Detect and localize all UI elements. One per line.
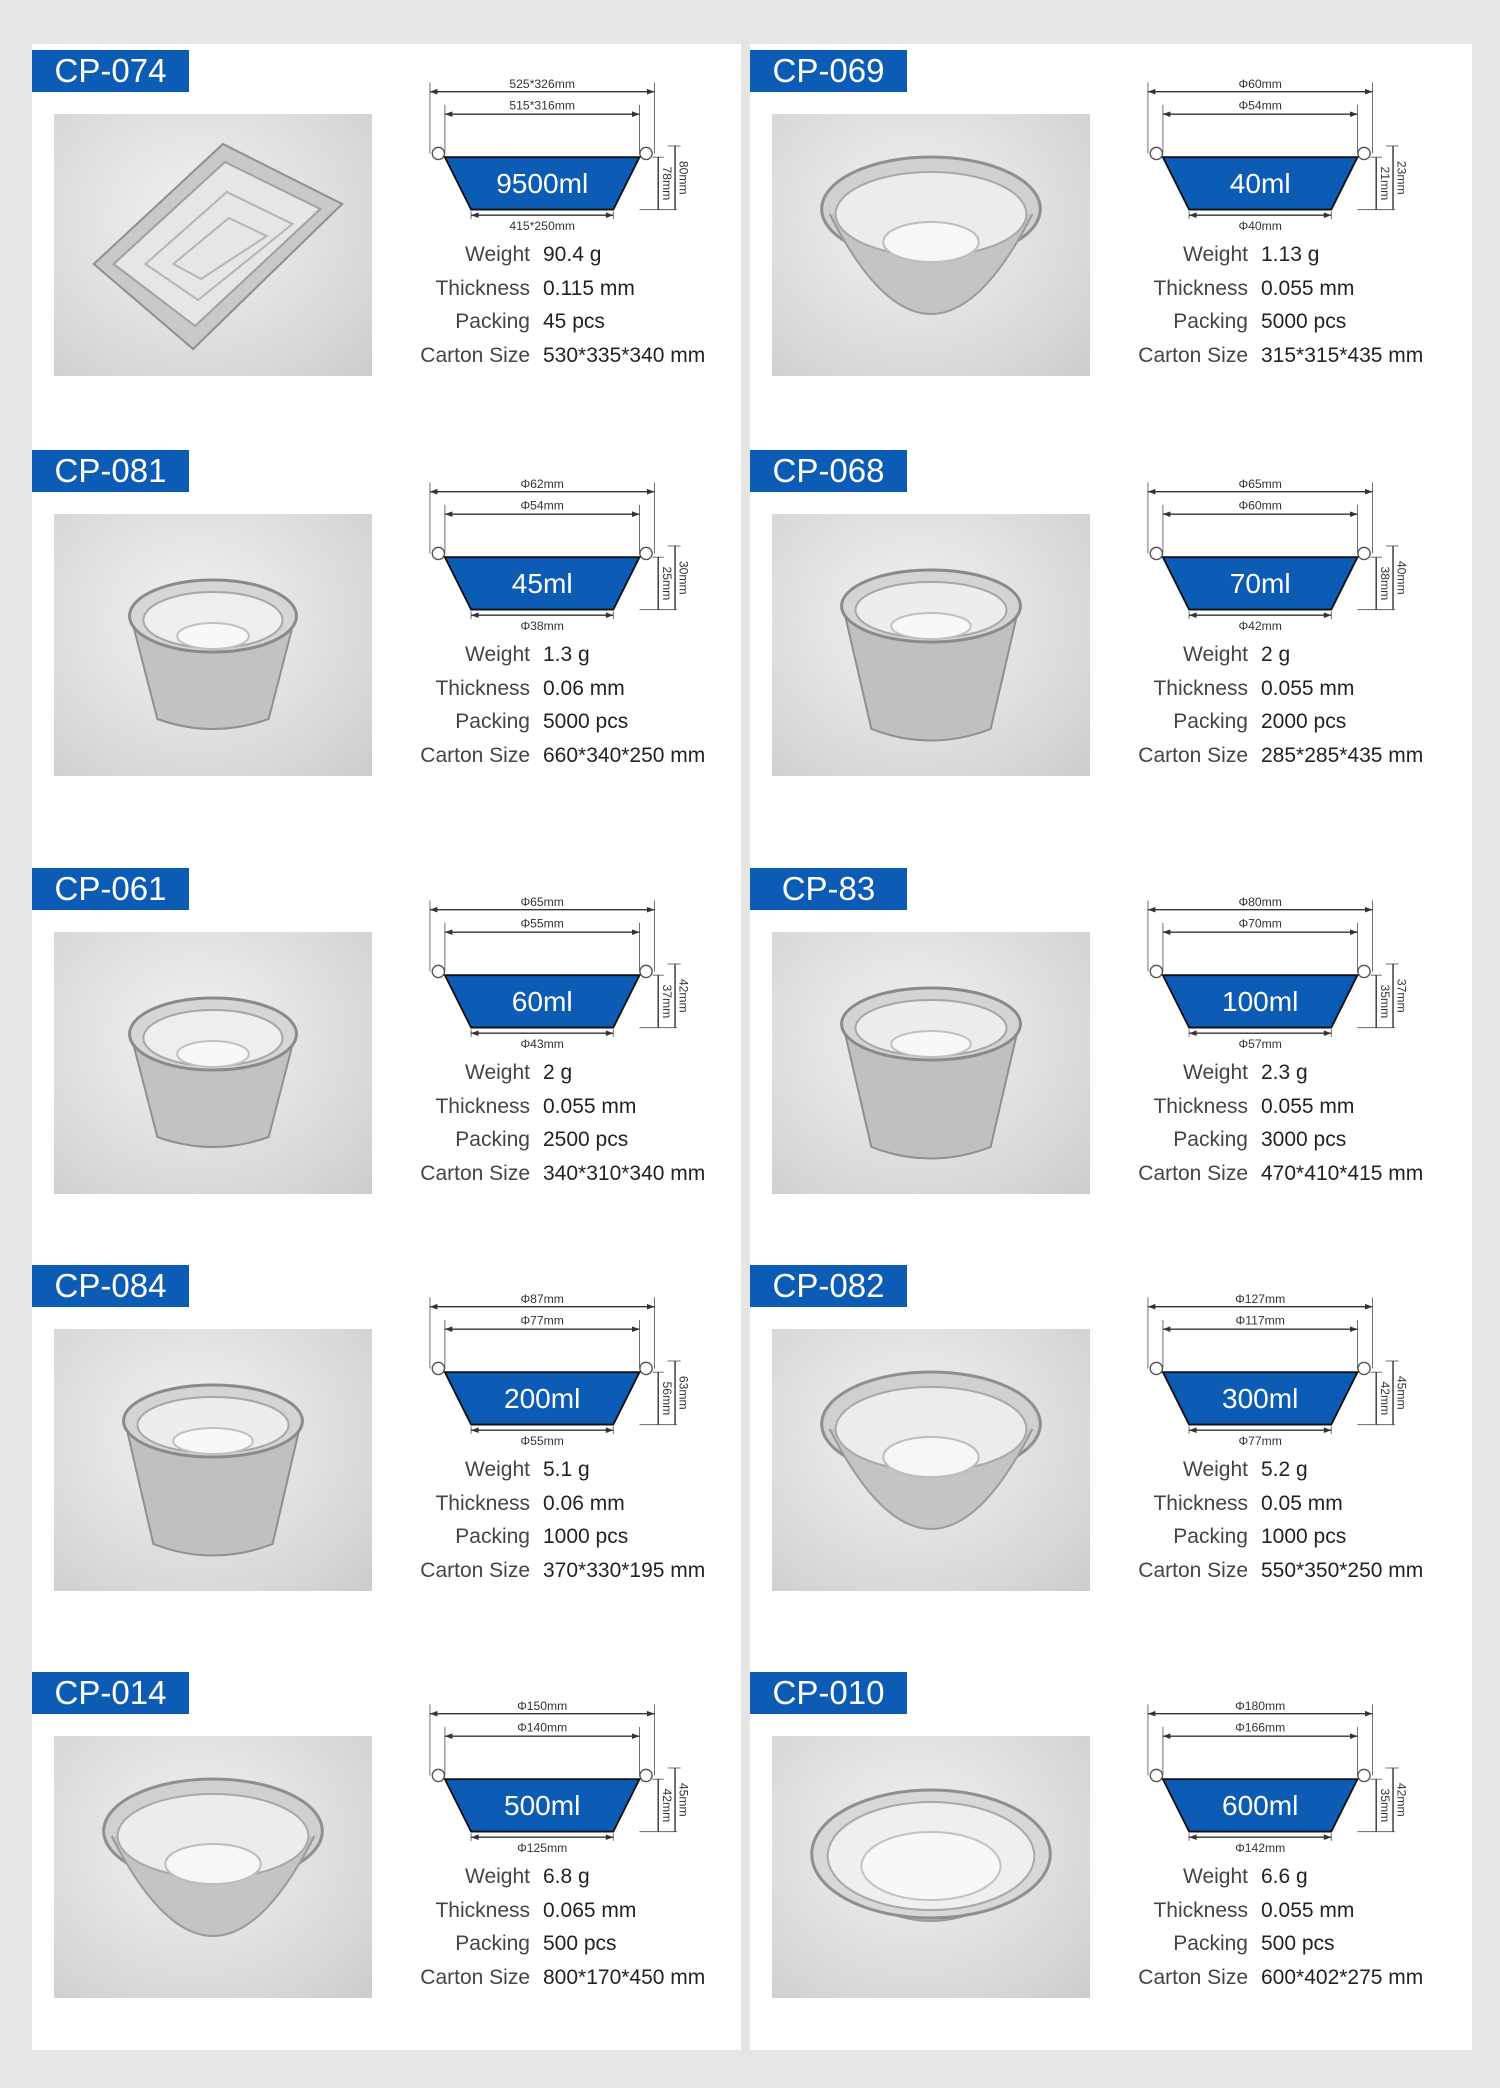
carton-size-value: 285*285*435 mm — [1261, 743, 1424, 767]
packing-value: 1000 pcs — [543, 1525, 629, 1548]
packing-value: 5000 pcs — [1261, 310, 1347, 333]
bottom-dimension: Φ125mm — [517, 1841, 568, 1856]
product-card — [750, 1672, 1450, 2022]
product-code-badge: CP-061 — [32, 868, 189, 910]
bottom-dimension: Φ55mm — [520, 1434, 564, 1449]
carton-size-label: Carton Size — [1138, 343, 1248, 367]
spec-row-carton — [1118, 739, 1448, 773]
thickness-label: Thickness — [1153, 1094, 1248, 1118]
spec-row-thickness — [1118, 1487, 1448, 1521]
height-inner-dimension: 56mm — [659, 1381, 674, 1416]
top-inner-dimension: Φ70mm — [1238, 916, 1282, 931]
top-outer-dimension: Φ60mm — [1238, 76, 1282, 91]
dimension-diagram — [400, 68, 690, 238]
height-inner-dimension: 78mm — [659, 166, 674, 201]
height-outer-dimension: 63mm — [676, 1375, 691, 1410]
product-photo — [772, 114, 1090, 376]
carton-size-label: Carton Size — [1138, 1965, 1248, 1989]
spec-list — [400, 1453, 730, 1587]
product-card — [32, 868, 732, 1218]
volume-label: 600ml — [1221, 1789, 1299, 1821]
weight-value: 90.4 g — [543, 243, 602, 266]
weight-label: Weight — [1183, 243, 1248, 266]
product-card — [32, 1265, 732, 1615]
product-photo — [54, 932, 372, 1194]
bottom-dimension: 415*250mm — [509, 219, 575, 234]
volume-label: 70ml — [1229, 567, 1291, 599]
height-inner-dimension: 42mm — [659, 1788, 674, 1823]
spec-row-weight — [400, 1860, 730, 1894]
packing-label: Packing — [455, 710, 530, 733]
product-photo — [54, 114, 372, 376]
height-inner-dimension: 35mm — [1377, 984, 1392, 1019]
product-code-badge: CP-084 — [32, 1265, 189, 1307]
height-inner-dimension: 21mm — [1377, 166, 1392, 201]
carton-size-label: Carton Size — [1138, 1558, 1248, 1582]
weight-value: 6.8 g — [543, 1865, 590, 1888]
spec-row-weight — [400, 1056, 730, 1090]
packing-label: Packing — [455, 310, 530, 333]
top-outer-dimension: Φ80mm — [1238, 894, 1282, 909]
weight-label: Weight — [1183, 643, 1248, 666]
spec-row-packing — [400, 305, 730, 339]
weight-label: Weight — [1183, 1458, 1248, 1481]
top-outer-dimension: Φ127mm — [1235, 1291, 1286, 1306]
packing-label: Packing — [1173, 710, 1248, 733]
thickness-value: 0.055 mm — [543, 1094, 637, 1118]
top-inner-dimension: Φ77mm — [520, 1313, 564, 1328]
dimension-diagram — [1118, 68, 1408, 238]
spec-row-carton — [1118, 1554, 1448, 1588]
spec-row-carton — [400, 1157, 730, 1191]
spec-list — [1118, 238, 1448, 372]
top-outer-dimension: Φ150mm — [517, 1698, 568, 1713]
packing-label: Packing — [1173, 1932, 1248, 1955]
product-photo — [772, 1736, 1090, 1998]
spec-row-carton — [1118, 1961, 1448, 1995]
top-outer-dimension: Φ65mm — [520, 894, 564, 909]
height-outer-dimension: 42mm — [676, 978, 691, 1013]
dimension-diagram — [400, 468, 690, 638]
product-code-badge: CP-83 — [750, 868, 907, 910]
spec-row-thickness — [400, 1894, 730, 1928]
carton-size-value: 340*310*340 mm — [543, 1161, 706, 1185]
spec-row-packing — [400, 1123, 730, 1157]
thickness-label: Thickness — [435, 676, 530, 700]
volume-label: 500ml — [503, 1789, 581, 1821]
spec-list — [1118, 1056, 1448, 1190]
bottom-dimension: Φ142mm — [1235, 1841, 1286, 1856]
top-inner-dimension: Φ54mm — [1238, 98, 1282, 113]
thickness-value: 0.055 mm — [1261, 1094, 1355, 1118]
spec-list — [400, 1056, 730, 1190]
product-card — [750, 868, 1450, 1218]
product-card — [32, 1672, 732, 2022]
volume-label: 45ml — [511, 567, 573, 599]
carton-size-label: Carton Size — [420, 1558, 530, 1582]
bottom-dimension: Φ40mm — [1238, 219, 1282, 234]
bottom-dimension: Φ43mm — [520, 1037, 564, 1052]
packing-label: Packing — [1173, 310, 1248, 333]
height-inner-dimension: 37mm — [659, 984, 674, 1019]
product-code-badge: CP-014 — [32, 1672, 189, 1714]
spec-row-packing — [1118, 305, 1448, 339]
carton-size-value: 530*335*340 mm — [543, 343, 706, 367]
product-photo — [54, 1736, 372, 1998]
carton-size-label: Carton Size — [1138, 743, 1248, 767]
spec-list — [1118, 1860, 1448, 1994]
height-outer-dimension: 45mm — [676, 1782, 691, 1817]
weight-label: Weight — [465, 643, 530, 666]
carton-size-value: 600*402*275 mm — [1261, 1965, 1424, 1989]
spec-row-weight — [1118, 1860, 1448, 1894]
spec-list — [400, 638, 730, 772]
top-inner-dimension: Φ55mm — [520, 916, 564, 931]
height-outer-dimension: 80mm — [676, 160, 691, 195]
thickness-value: 0.05 mm — [1261, 1491, 1343, 1515]
dimension-diagram — [1118, 1690, 1408, 1860]
weight-value: 5.2 g — [1261, 1458, 1308, 1481]
thickness-value: 0.055 mm — [1261, 276, 1355, 300]
height-outer-dimension: 42mm — [1394, 1782, 1409, 1817]
packing-label: Packing — [455, 1525, 530, 1548]
weight-value: 6.6 g — [1261, 1865, 1308, 1888]
spec-list — [400, 238, 730, 372]
packing-label: Packing — [455, 1128, 530, 1151]
volume-label: 60ml — [511, 985, 573, 1017]
packing-value: 45 pcs — [543, 310, 605, 333]
product-photo — [772, 514, 1090, 776]
spec-row-weight — [400, 1453, 730, 1487]
packing-label: Packing — [1173, 1525, 1248, 1548]
spec-row-carton — [400, 1961, 730, 1995]
carton-size-label: Carton Size — [1138, 1161, 1248, 1185]
packing-value: 3000 pcs — [1261, 1128, 1347, 1151]
dimension-diagram — [1118, 1283, 1408, 1453]
packing-value: 500 pcs — [1261, 1932, 1335, 1955]
thickness-value: 0.115 mm — [543, 276, 635, 300]
top-inner-dimension: Φ54mm — [520, 498, 564, 513]
volume-label: 300ml — [1221, 1382, 1299, 1414]
top-inner-dimension: Φ166mm — [1235, 1720, 1286, 1735]
thickness-value: 0.06 mm — [543, 676, 625, 700]
height-outer-dimension: 37mm — [1394, 978, 1409, 1013]
carton-size-value: 470*410*415 mm — [1261, 1161, 1424, 1185]
thickness-label: Thickness — [1153, 1898, 1248, 1922]
dimension-diagram — [400, 1690, 690, 1860]
carton-size-label: Carton Size — [420, 343, 530, 367]
dimension-diagram — [400, 886, 690, 1056]
spec-row-packing — [400, 1520, 730, 1554]
height-inner-dimension: 35mm — [1377, 1788, 1392, 1823]
product-code-badge: CP-010 — [750, 1672, 907, 1714]
packing-value: 5000 pcs — [543, 710, 629, 733]
dimension-diagram — [1118, 886, 1408, 1056]
height-inner-dimension: 38mm — [1377, 566, 1392, 601]
weight-label: Weight — [465, 1458, 530, 1481]
spec-row-thickness — [1118, 272, 1448, 306]
spec-row-weight — [1118, 638, 1448, 672]
top-inner-dimension: Φ117mm — [1235, 1313, 1285, 1328]
spec-list — [400, 1860, 730, 1994]
spec-row-thickness — [1118, 672, 1448, 706]
product-code-badge: CP-081 — [32, 450, 189, 492]
product-code-badge: CP-068 — [750, 450, 907, 492]
carton-size-value: 660*340*250 mm — [543, 743, 706, 767]
top-inner-dimension: 515*316mm — [509, 98, 575, 113]
product-photo — [772, 932, 1090, 1194]
weight-value: 1.3 g — [543, 643, 590, 666]
carton-size-label: Carton Size — [420, 743, 530, 767]
weight-label: Weight — [465, 1061, 530, 1084]
dimension-diagram — [1118, 468, 1408, 638]
packing-label: Packing — [1173, 1128, 1248, 1151]
spec-row-packing — [1118, 705, 1448, 739]
thickness-label: Thickness — [1153, 676, 1248, 700]
spec-row-packing — [400, 705, 730, 739]
weight-value: 1.13 g — [1261, 243, 1320, 266]
spec-row-weight — [400, 638, 730, 672]
product-code-badge: CP-082 — [750, 1265, 907, 1307]
packing-value: 500 pcs — [543, 1932, 617, 1955]
thickness-value: 0.06 mm — [543, 1491, 625, 1515]
top-outer-dimension: Φ87mm — [520, 1291, 564, 1306]
volume-label: 100ml — [1221, 985, 1299, 1017]
product-code-badge: CP-074 — [32, 50, 189, 92]
spec-list — [1118, 1453, 1448, 1587]
volume-label: 200ml — [503, 1382, 581, 1414]
weight-label: Weight — [465, 1865, 530, 1888]
weight-value: 2.3 g — [1261, 1061, 1308, 1084]
top-outer-dimension: Φ65mm — [1238, 476, 1282, 491]
spec-row-carton — [400, 1554, 730, 1588]
spec-row-carton — [400, 339, 730, 373]
carton-size-label: Carton Size — [420, 1161, 530, 1185]
thickness-label: Thickness — [435, 1491, 530, 1515]
carton-size-value: 370*330*195 mm — [543, 1558, 706, 1582]
spec-row-thickness — [400, 1090, 730, 1124]
thickness-label: Thickness — [1153, 276, 1248, 300]
packing-label: Packing — [455, 1932, 530, 1955]
height-inner-dimension: 25mm — [659, 566, 674, 601]
thickness-label: Thickness — [435, 1898, 530, 1922]
bottom-dimension: Φ38mm — [520, 619, 564, 634]
product-card — [32, 450, 732, 800]
product-card — [750, 1265, 1450, 1615]
thickness-value: 0.065 mm — [543, 1898, 637, 1922]
spec-row-weight — [1118, 1056, 1448, 1090]
spec-row-packing — [1118, 1123, 1448, 1157]
spec-row-thickness — [1118, 1090, 1448, 1124]
thickness-value: 0.055 mm — [1261, 1898, 1355, 1922]
spec-row-weight — [1118, 1453, 1448, 1487]
product-photo — [54, 514, 372, 776]
top-inner-dimension: Φ140mm — [517, 1720, 568, 1735]
top-inner-dimension: Φ60mm — [1238, 498, 1282, 513]
height-outer-dimension: 30mm — [676, 560, 691, 595]
spec-row-carton — [400, 739, 730, 773]
volume-label: 9500ml — [496, 167, 589, 199]
top-outer-dimension: 525*326mm — [509, 76, 575, 91]
packing-value: 1000 pcs — [1261, 1525, 1347, 1548]
spec-row-packing — [1118, 1520, 1448, 1554]
height-outer-dimension: 23mm — [1394, 160, 1409, 195]
carton-size-label: Carton Size — [420, 1965, 530, 1989]
spec-row-carton — [1118, 1157, 1448, 1191]
product-card — [750, 50, 1450, 400]
spec-row-weight — [1118, 238, 1448, 272]
height-inner-dimension: 42mm — [1377, 1381, 1392, 1416]
bottom-dimension: Φ77mm — [1238, 1434, 1282, 1449]
weight-label: Weight — [1183, 1061, 1248, 1084]
weight-value: 5.1 g — [543, 1458, 590, 1481]
spec-row-packing — [1118, 1927, 1448, 1961]
height-outer-dimension: 40mm — [1394, 560, 1409, 595]
height-outer-dimension: 45mm — [1394, 1375, 1409, 1410]
spec-row-weight — [400, 238, 730, 272]
volume-label: 40ml — [1229, 167, 1291, 199]
weight-label: Weight — [465, 243, 530, 266]
top-outer-dimension: Φ62mm — [520, 476, 564, 491]
bottom-dimension: Φ57mm — [1238, 1037, 1282, 1052]
packing-value: 2000 pcs — [1261, 710, 1347, 733]
product-photo — [54, 1329, 372, 1591]
thickness-label: Thickness — [1153, 1491, 1248, 1515]
thickness-value: 0.055 mm — [1261, 676, 1355, 700]
spec-row-packing — [400, 1927, 730, 1961]
dimension-diagram — [400, 1283, 690, 1453]
top-outer-dimension: Φ180mm — [1235, 1698, 1286, 1713]
product-card — [750, 450, 1450, 800]
spec-row-carton — [1118, 339, 1448, 373]
carton-size-value: 550*350*250 mm — [1261, 1558, 1424, 1582]
spec-row-thickness — [400, 272, 730, 306]
spec-list — [1118, 638, 1448, 772]
spec-row-thickness — [400, 672, 730, 706]
product-code-badge: CP-069 — [750, 50, 907, 92]
weight-value: 2 g — [1261, 643, 1291, 666]
weight-value: 2 g — [543, 1061, 573, 1084]
bottom-dimension: Φ42mm — [1238, 619, 1282, 634]
weight-label: Weight — [1183, 1865, 1248, 1888]
carton-size-value: 800*170*450 mm — [543, 1965, 706, 1989]
spec-row-thickness — [400, 1487, 730, 1521]
thickness-label: Thickness — [435, 276, 530, 300]
thickness-label: Thickness — [435, 1094, 530, 1118]
packing-value: 2500 pcs — [543, 1128, 629, 1151]
product-card — [32, 50, 732, 400]
carton-size-value: 315*315*435 mm — [1261, 343, 1424, 367]
product-photo — [772, 1329, 1090, 1591]
spec-row-thickness — [1118, 1894, 1448, 1928]
